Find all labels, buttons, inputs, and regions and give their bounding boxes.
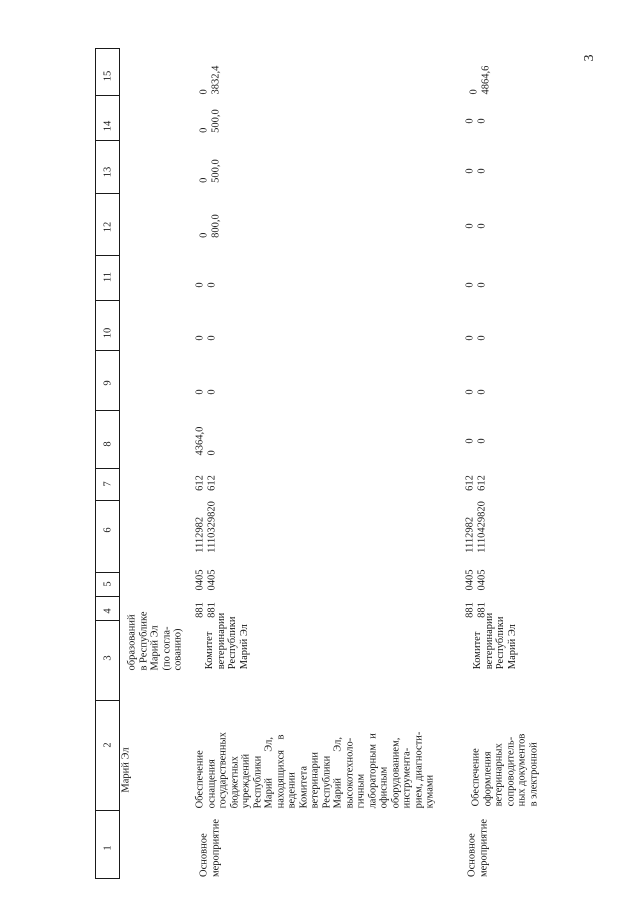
table-line xyxy=(95,572,120,573)
row2-col1-type: Основное мероприятие xyxy=(466,819,489,877)
row1-col1-type: Основное мероприятие xyxy=(198,819,221,877)
table-line xyxy=(95,255,120,256)
column-header: 5 xyxy=(102,581,114,587)
row1-col6: 1112982 1110329820 xyxy=(194,501,217,553)
column-header: 7 xyxy=(102,481,114,487)
table-line xyxy=(95,410,120,411)
table-line xyxy=(95,878,120,879)
row2-col5: 0405 0405 xyxy=(464,569,487,591)
row1-col3-executor: Комитет ветеринарии Республики Марий Эл xyxy=(204,612,250,670)
row1-col8: 4364,0 0 xyxy=(194,426,217,456)
column-header: 8 xyxy=(102,441,114,447)
table-line xyxy=(95,620,120,621)
table-line xyxy=(95,810,120,811)
column-header: 3 xyxy=(102,655,114,661)
row1-col5: 0405 0405 xyxy=(194,569,217,591)
column-header: 14 xyxy=(102,120,114,132)
row2-col12: 0 0 xyxy=(464,223,487,229)
table-line xyxy=(95,468,120,469)
table-line xyxy=(95,48,120,49)
row2-col9: 0 0 xyxy=(464,389,487,395)
column-header: 13 xyxy=(102,166,114,178)
table-line xyxy=(95,700,120,701)
table-line xyxy=(95,350,120,351)
column-header: 12 xyxy=(102,221,114,233)
row1-col4: 881 881 xyxy=(194,602,217,618)
row2-col15: 0 4864,6 xyxy=(468,65,491,95)
row1-col15: 0 3832,4 xyxy=(198,65,221,95)
table-line xyxy=(95,140,120,141)
row1-col9: 0 0 xyxy=(194,389,217,395)
table-line xyxy=(95,596,120,597)
row2-col7: 612 612 xyxy=(464,475,487,491)
column-header: 2 xyxy=(102,742,114,748)
column-header: 9 xyxy=(102,380,114,386)
column-header: 15 xyxy=(102,70,114,82)
cell-col3-continued: образований в Республике Марий Эл (по согла- сованию) xyxy=(126,611,184,671)
table-line xyxy=(95,193,120,194)
row1-col7: 612 612 xyxy=(194,475,217,491)
column-header: 1 xyxy=(102,845,114,851)
row2-col2-description: Обеспечение оформления ветеринарных сопроводитель- ных документов в электронной xyxy=(470,733,539,807)
row2-col6: 1112982 1110429820 xyxy=(464,501,487,553)
row2-col13: 0 0 xyxy=(464,168,487,174)
table-line xyxy=(95,48,96,878)
table-line xyxy=(95,300,120,301)
page-number: 3 xyxy=(582,54,597,62)
row2-col8: 0 0 xyxy=(464,438,487,444)
row2-col4: 881 881 xyxy=(464,602,487,618)
table-line xyxy=(95,500,120,501)
column-header: 6 xyxy=(102,527,114,533)
cell-col2-continued: Марий Эл xyxy=(120,747,132,793)
row1-col2-description: Обеспечение оснащения государственных бюджетных учреждений Республики Марий Эл, находящихся в ведении Комитета ветеринарии Республики Марий Эл, высокотехноло- гичным лабораторным и офисным оборудованием, инструмента- рием, диагности- кумами xyxy=(194,731,436,809)
row2-col10: 0 0 xyxy=(464,335,487,341)
row2-col11: 0 0 xyxy=(464,282,487,288)
row1-col13: 0 500,0 xyxy=(198,159,221,183)
row1-col11: 0 0 xyxy=(194,282,217,288)
row1-col10: 0 0 xyxy=(194,335,217,341)
column-header: 4 xyxy=(102,608,114,614)
column-header: 10 xyxy=(102,327,114,339)
table-line xyxy=(95,95,120,96)
row2-col3-executor: Комитет ветеринарии Республики Марий Эл xyxy=(472,612,518,670)
column-header: 11 xyxy=(102,271,114,283)
row1-col14: 0 500,0 xyxy=(198,109,221,133)
row1-col12: 0 800,0 xyxy=(198,214,221,238)
row2-col14: 0 0 xyxy=(464,118,487,124)
